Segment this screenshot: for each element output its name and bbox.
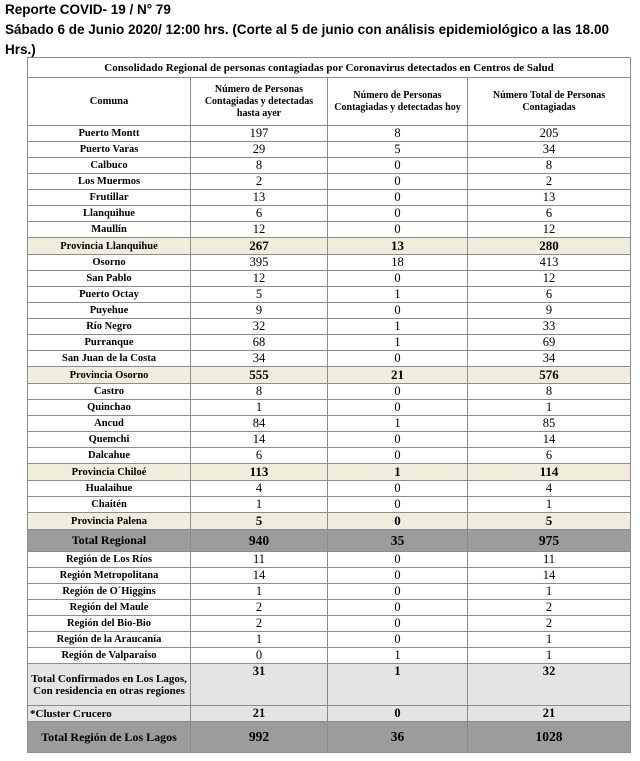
row-cases-total: 12 [468, 222, 631, 238]
row-name: Chaitén [28, 497, 191, 513]
row-cases-today: 0 [328, 616, 468, 632]
row-cases-yesterday: 68 [191, 335, 328, 351]
table-row [28, 552, 631, 568]
row-cases-total: 2 [468, 616, 631, 632]
row-name: Provincia Llanquihue [28, 238, 191, 255]
row-cases-total: 1 [468, 497, 631, 513]
table-row [28, 222, 631, 238]
row-cases-total: 1 [468, 400, 631, 416]
table-row [28, 255, 631, 271]
row-cases-today: 0 [328, 432, 468, 448]
table-row [28, 632, 631, 648]
table-row [28, 568, 631, 584]
table-row [28, 351, 631, 367]
column-header-hoy: Número de Personas Contagiadas y detectadas hoy [328, 78, 468, 126]
row-name: Región Metropolitana [28, 568, 191, 584]
row-cases-total: 2 [468, 600, 631, 616]
table-row [28, 142, 631, 158]
row-name: Dalcahue [28, 448, 191, 464]
row-cases-today: 0 [328, 632, 468, 648]
table-row [28, 530, 631, 552]
row-cases-total: 280 [468, 238, 631, 255]
row-cases-yesterday: 197 [191, 126, 328, 142]
table-row [28, 481, 631, 497]
row-cases-today: 0 [328, 222, 468, 238]
table-row [28, 367, 631, 384]
row-cases-today: 0 [328, 706, 468, 722]
row-cases-today: 1 [328, 319, 468, 335]
table-row [28, 648, 631, 664]
table-row [28, 513, 631, 530]
row-cases-today: 1 [328, 287, 468, 303]
table-row [28, 400, 631, 416]
row-name: Provincia Osorno [28, 367, 191, 384]
row-cases-today: 0 [328, 448, 468, 464]
table-row [28, 206, 631, 222]
row-cases-total: 69 [468, 335, 631, 351]
row-cases-yesterday: 555 [191, 367, 328, 384]
table-row [28, 158, 631, 174]
covid-cases-table [27, 57, 631, 753]
row-cases-total: 34 [468, 142, 631, 158]
row-name: Osorno [28, 255, 191, 271]
row-name: Región de la Araucanía [28, 632, 191, 648]
row-name: Región de O´Higgins [28, 584, 191, 600]
row-cases-today: 35 [328, 530, 468, 552]
row-name: Llanquihue [28, 206, 191, 222]
row-name: Purranque [28, 335, 191, 351]
row-cases-yesterday: 84 [191, 416, 328, 432]
row-name: Región del Maule [28, 600, 191, 616]
row-name: Región de Valparaíso [28, 648, 191, 664]
table-row [28, 335, 631, 351]
table-row [28, 432, 631, 448]
row-cases-today: 1 [328, 335, 468, 351]
row-name: Quinchao [28, 400, 191, 416]
column-header-ayer: Número de Personas Contagiadas y detectadas hasta ayer [191, 78, 328, 126]
row-cases-yesterday: 1 [191, 497, 328, 513]
row-cases-today: 5 [328, 142, 468, 158]
report-header [5, 0, 640, 60]
row-cases-yesterday: 2 [191, 600, 328, 616]
row-cases-today: 0 [328, 584, 468, 600]
row-name: Maullín [28, 222, 191, 238]
row-cases-yesterday: 267 [191, 238, 328, 255]
row-name: Calbuco [28, 158, 191, 174]
row-cases-total: 6 [468, 287, 631, 303]
row-cases-today: 0 [328, 158, 468, 174]
row-cases-total: 576 [468, 367, 631, 384]
row-cases-today: 0 [328, 206, 468, 222]
row-cases-yesterday: 32 [191, 319, 328, 335]
row-cases-total: 205 [468, 126, 631, 142]
row-cases-yesterday: 14 [191, 568, 328, 584]
row-cases-total: 85 [468, 416, 631, 432]
row-cases-today: 0 [328, 303, 468, 319]
row-cases-yesterday: 12 [191, 222, 328, 238]
row-cases-yesterday: 2 [191, 174, 328, 190]
row-cases-yesterday: 29 [191, 142, 328, 158]
row-cases-today: 0 [328, 568, 468, 584]
row-name: San Juan de la Costa [28, 351, 191, 367]
row-cases-total: 975 [468, 530, 631, 552]
row-cases-today: 0 [328, 351, 468, 367]
row-cases-yesterday: 12 [191, 271, 328, 287]
row-name: Total Regional [28, 530, 191, 552]
table-row [28, 416, 631, 432]
row-cases-yesterday: 11 [191, 552, 328, 568]
row-name: Región de Los Ríos [28, 552, 191, 568]
row-cases-yesterday: 14 [191, 432, 328, 448]
row-cases-today: 1 [328, 416, 468, 432]
row-cases-today: 36 [328, 722, 468, 753]
row-name: Ancud [28, 416, 191, 432]
row-cases-yesterday: 34 [191, 351, 328, 367]
row-cases-yesterday: 1 [191, 584, 328, 600]
row-name: Castro [28, 384, 191, 400]
table-row [28, 384, 631, 400]
row-cases-yesterday: 5 [191, 287, 328, 303]
row-name: Total Confirmados en Los Lagos, Con residencia en otras regiones [28, 664, 191, 706]
row-cases-total: 1028 [468, 722, 631, 753]
row-cases-total: 12 [468, 271, 631, 287]
column-header-total: Número Total de Personas Contagiadas [468, 78, 631, 126]
row-cases-today: 0 [328, 271, 468, 287]
row-cases-today: 0 [328, 600, 468, 616]
table-row [28, 174, 631, 190]
row-name: *Cluster Crucero [28, 706, 191, 722]
row-name: Quemchi [28, 432, 191, 448]
row-name: Puyehue [28, 303, 191, 319]
row-cases-today: 0 [328, 384, 468, 400]
report-date: Sábado 6 de Junio 2020/ 12:00 hrs. (Corte al 5 de junio con análisis epidemiológico a las 18.00 Hrs.) [5, 22, 609, 57]
row-name: Puerto Montt [28, 126, 191, 142]
row-cases-yesterday: 8 [191, 384, 328, 400]
row-cases-total: 5 [468, 513, 631, 530]
row-cases-yesterday: 940 [191, 530, 328, 552]
row-cases-total: 21 [468, 706, 631, 722]
table-row [28, 706, 631, 722]
row-cases-total: 32 [468, 664, 631, 706]
row-cases-total: 6 [468, 448, 631, 464]
row-cases-today: 0 [328, 481, 468, 497]
row-cases-yesterday: 6 [191, 206, 328, 222]
table-title: Consolidado Regional de personas contagiadas por Coronavirus detectados en Centros de Salud [28, 58, 631, 78]
row-cases-yesterday: 395 [191, 255, 328, 271]
row-cases-total: 2 [468, 174, 631, 190]
row-cases-yesterday: 31 [191, 664, 328, 706]
row-cases-yesterday: 113 [191, 464, 328, 481]
row-cases-today: 1 [328, 464, 468, 481]
row-cases-yesterday: 1 [191, 632, 328, 648]
row-cases-yesterday: 5 [191, 513, 328, 530]
row-cases-yesterday: 6 [191, 448, 328, 464]
table-row [28, 126, 631, 142]
row-cases-today: 0 [328, 190, 468, 206]
row-cases-yesterday: 4 [191, 481, 328, 497]
row-cases-today: 1 [328, 648, 468, 664]
row-cases-today: 0 [328, 174, 468, 190]
row-name: Provincia Chiloé [28, 464, 191, 481]
row-cases-total: 413 [468, 255, 631, 271]
row-cases-total: 8 [468, 384, 631, 400]
row-name: Los Muermos [28, 174, 191, 190]
table-row [28, 584, 631, 600]
table-row [28, 319, 631, 335]
row-cases-today: 0 [328, 552, 468, 568]
row-name: Río Negro [28, 319, 191, 335]
row-cases-total: 13 [468, 190, 631, 206]
row-cases-today: 0 [328, 513, 468, 530]
row-cases-today: 13 [328, 238, 468, 255]
column-header-comuna: Comuna [28, 78, 191, 126]
table-row [28, 664, 631, 706]
row-cases-total: 33 [468, 319, 631, 335]
row-cases-total: 4 [468, 481, 631, 497]
row-name: Total Región de Los Lagos [28, 722, 191, 753]
row-cases-yesterday: 0 [191, 648, 328, 664]
table-row [28, 303, 631, 319]
table-row [28, 190, 631, 206]
table-title-row [28, 58, 631, 78]
table-row [28, 497, 631, 513]
row-name: Puerto Varas [28, 142, 191, 158]
table-row [28, 600, 631, 616]
table-row [28, 722, 631, 753]
row-cases-total: 1 [468, 648, 631, 664]
row-cases-total: 8 [468, 158, 631, 174]
row-name: San Pablo [28, 271, 191, 287]
table-row [28, 271, 631, 287]
row-cases-total: 9 [468, 303, 631, 319]
row-cases-total: 1 [468, 632, 631, 648]
row-cases-yesterday: 13 [191, 190, 328, 206]
row-cases-yesterday: 992 [191, 722, 328, 753]
row-cases-yesterday: 8 [191, 158, 328, 174]
row-name: Región del Bio-Bio [28, 616, 191, 632]
row-cases-total: 114 [468, 464, 631, 481]
table-row [28, 448, 631, 464]
row-name: Frutillar [28, 190, 191, 206]
row-cases-today: 21 [328, 367, 468, 384]
row-name: Puerto Octay [28, 287, 191, 303]
row-cases-total: 11 [468, 552, 631, 568]
table-row [28, 616, 631, 632]
row-cases-today: 0 [328, 497, 468, 513]
table-row [28, 464, 631, 481]
row-cases-today: 18 [328, 255, 468, 271]
row-name: Hualaihue [28, 481, 191, 497]
row-cases-today: 1 [328, 664, 468, 706]
row-cases-total: 14 [468, 432, 631, 448]
row-cases-yesterday: 1 [191, 400, 328, 416]
row-cases-total: 6 [468, 206, 631, 222]
row-name: Provincia Palena [28, 513, 191, 530]
row-cases-today: 0 [328, 400, 468, 416]
table-row [28, 287, 631, 303]
table-row [28, 238, 631, 255]
report-title: Reporte COVID- 19 / N° 79 [5, 2, 171, 17]
column-header-row [28, 78, 631, 126]
row-cases-total: 34 [468, 351, 631, 367]
row-cases-yesterday: 2 [191, 616, 328, 632]
row-cases-total: 1 [468, 584, 631, 600]
row-cases-yesterday: 9 [191, 303, 328, 319]
row-cases-today: 8 [328, 126, 468, 142]
row-cases-yesterday: 21 [191, 706, 328, 722]
row-cases-total: 14 [468, 568, 631, 584]
